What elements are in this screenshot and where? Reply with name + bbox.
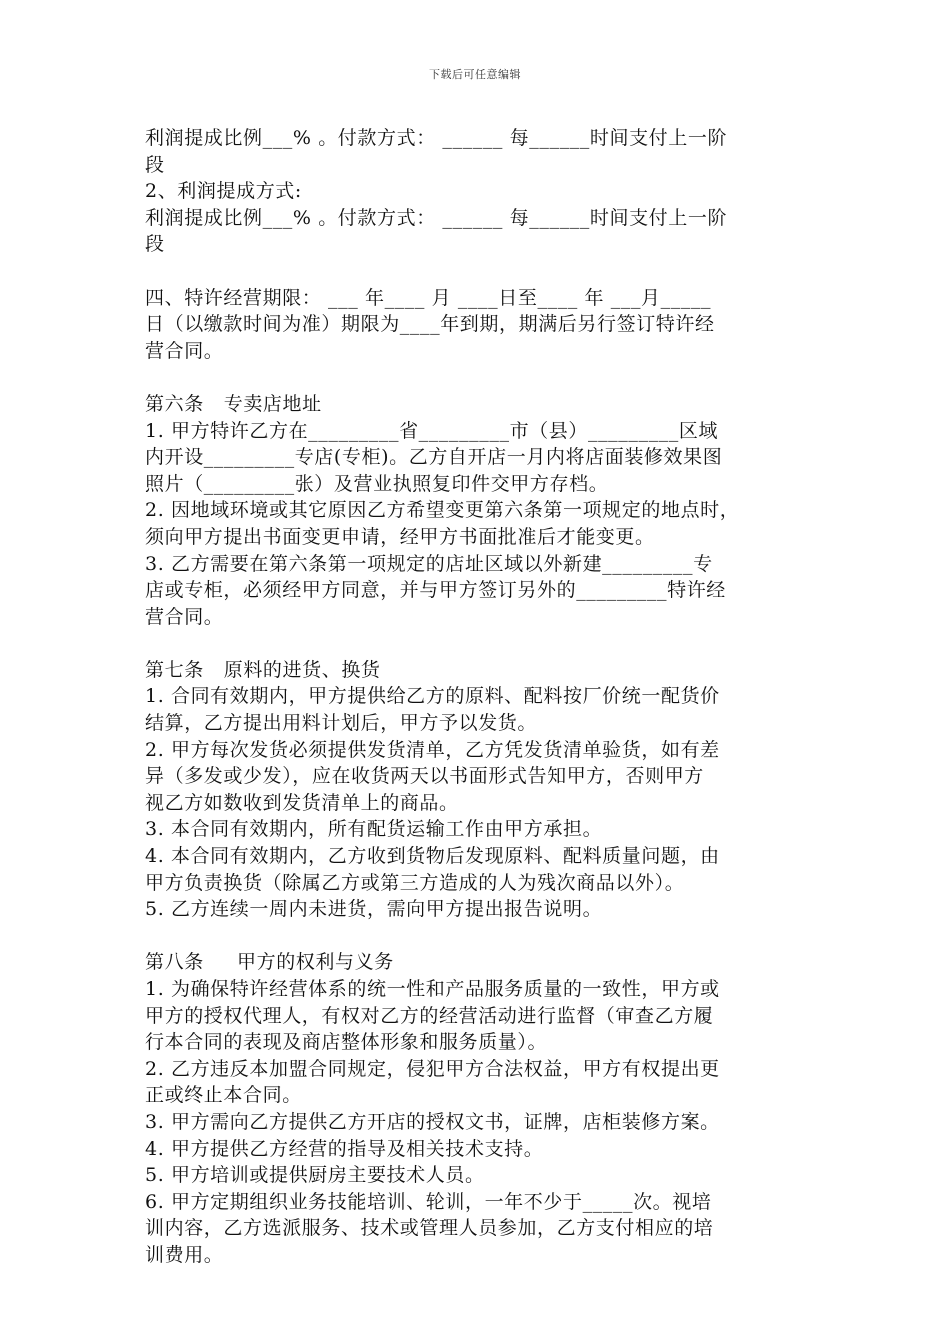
text-line: 甲方的授权代理人，有权对乙方的经营活动进行监督（审查乙方履 bbox=[145, 1004, 714, 1027]
text-line: 店或专柜，必须经甲方同意，并与甲方签订另外的_________特许经 bbox=[145, 579, 726, 602]
text-line: 3. 本合同有效期内，所有配货运输工作由甲方承担。 bbox=[145, 818, 603, 841]
text-line: 训内容，乙方选派服务、技术或管理人员参加，乙方支付相应的培 bbox=[145, 1217, 714, 1240]
text-line: 行本合同的表现及商店整体形象和服务质量）。 bbox=[145, 1031, 548, 1054]
text-line: 1. 甲方特许乙方在_________省_________市（县）_________区域 bbox=[145, 419, 719, 442]
text-line: 3. 甲方需向乙方提供乙方开店的授权文书，证牌，店柜装修方案。 bbox=[145, 1110, 720, 1133]
text-line: 利润提成比例___% 。付款方式： ______ 每______时间支付上一阶 bbox=[145, 206, 728, 229]
text-line: 营合同。 bbox=[145, 605, 224, 628]
text-line: 结算，乙方提出用料计划后，甲方予以发货。 bbox=[145, 712, 538, 735]
page-header: 下载后可任意编辑 bbox=[429, 68, 521, 81]
text-line: 2、利润提成方式: bbox=[145, 180, 302, 203]
text-line: 段 bbox=[145, 233, 165, 256]
document-body bbox=[145, 125, 815, 1269]
text-line: 6. 甲方定期组织业务技能培训、轮训，一年不少于_____次。视培 bbox=[145, 1190, 712, 1213]
paragraph-gap bbox=[145, 364, 815, 391]
text-line: 2. 因地域环境或其它原因乙方希望变更第六条第一项规定的地点时， bbox=[145, 499, 740, 522]
text-line: 须向甲方提出书面变更申请，经甲方书面批准后才能变更。 bbox=[145, 525, 655, 548]
text-line: 5. 甲方培训或提供厨房主要技术人员。 bbox=[145, 1164, 485, 1187]
text-line: 2. 甲方每次发货必须提供发货清单，乙方凭发货清单验货，如有差 bbox=[145, 738, 720, 761]
text-line: 训费用。 bbox=[145, 1243, 224, 1266]
text-line: 正或终止本合同。 bbox=[145, 1084, 302, 1107]
text-line: 第七条 原料的进货、换货 bbox=[145, 658, 381, 681]
text-line: 4. 本合同有效期内，乙方收到货物后发现原料、配料质量问题，由 bbox=[145, 845, 720, 868]
text-line: 甲方负责换货（除属乙方或第三方造成的人为残次商品以外）。 bbox=[145, 871, 685, 894]
text-line: 内开设_________专店(专柜)。乙方自开店一月内将店面装修效果图 bbox=[145, 446, 723, 469]
text-line: 四、特许经营期限： ___ 年____ 月 ____日至____ 年 ___月_____ bbox=[145, 286, 712, 309]
text-line: 第六条 专卖店地址 bbox=[145, 392, 322, 415]
text-line: 利润提成比例___% 。付款方式： ______ 每______时间支付上一阶 bbox=[145, 127, 728, 149]
text-line: 异（多发或少发），应在收货两天以书面形式告知甲方，否则甲方 bbox=[145, 765, 704, 788]
text-line: 段 bbox=[145, 153, 165, 176]
paragraph-gap bbox=[145, 258, 815, 285]
paragraph-gap bbox=[145, 630, 815, 657]
text-line: 5. 乙方连续一周内未进货，需向甲方提出报告说明。 bbox=[145, 898, 603, 921]
text-line: 3. 乙方需要在第六条第一项规定的店址区域以外新建_________专 bbox=[145, 552, 713, 575]
text-line: 视乙方如数收到发货清单上的商品。 bbox=[145, 791, 459, 814]
text-line: 2. 乙方违反本加盟合同规定，侵犯甲方合法权益，甲方有权提出更 bbox=[145, 1057, 720, 1080]
text-line: 1. 为确保特许经营体系的统一性和产品服务质量的一致性，甲方或 bbox=[145, 978, 720, 1000]
paragraph-gap bbox=[145, 923, 815, 950]
text-line: 第八条 甲方的权利与义务 bbox=[145, 951, 394, 974]
text-line: 日（以缴款时间为准）期限为____年到期，期满后另行签订特许经 bbox=[145, 313, 715, 336]
text-line: 4. 甲方提供乙方经营的指导及相关技术支持。 bbox=[145, 1137, 544, 1160]
text-line: 营合同。 bbox=[145, 339, 224, 362]
text-line: 照片（_________张）及营业执照复印件交甲方存档。 bbox=[145, 472, 609, 495]
text-line: 1. 合同有效期内，甲方提供给乙方的原料、配料按厂价统一配货价 bbox=[145, 685, 720, 708]
